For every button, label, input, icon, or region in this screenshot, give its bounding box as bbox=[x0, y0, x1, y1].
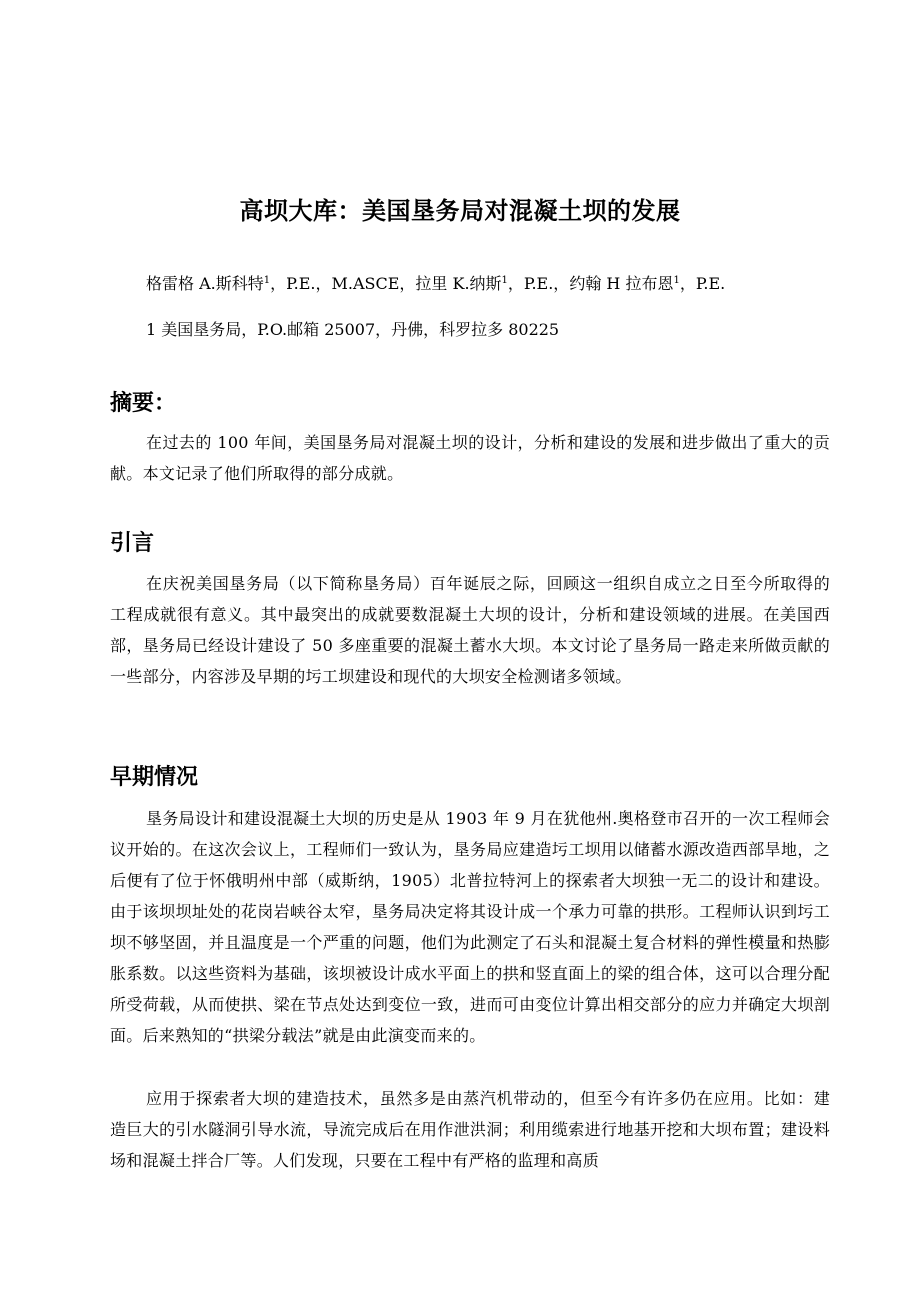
affiliation-marker: 1 bbox=[673, 275, 680, 286]
early-history-paragraph-1: 垦务局设计和建设混凝土大坝的历史是从 1903 年 9 月在犹他州.奥格登市召开的一次工程师会议开始的。在这次会议上，工程师们一致认为，垦务局应建造圬工坝用以储蓄水源改造西部旱地，之后便有了位于怀俄明州中部（威斯纳，1905）北普拉特河上的探索者大坝独一无二的设计和建设。由于该坝坝址处的花岗岩峡谷太窄，垦务局决定将其设计成一个承力可靠的拱形。工程师认识到圬工坝不够坚固，并且温度是一个严重的问题，他们为此测定了石头和混凝土复合材料的弹性模量和热膨胀系数。以这些资料为基础，该坝被设计成水平面上的拱和竖直面上的梁的组合体，这可以合理分配所受荷载，从而使拱、梁在节点处达到变位一致，进而可由变位计算出相交部分的应力并确定大坝剖面。后来熟知的“拱梁分载法”就是由此演变而来的。 bbox=[110, 809, 830, 1045]
abstract-paragraph: 在过去的 100 年间，美国垦务局对混凝土坝的设计，分析和建设的发展和进步做出了重大的贡献。本文记录了他们所取得的部分成就。 bbox=[110, 433, 830, 483]
abstract-heading: 摘要： bbox=[110, 391, 177, 416]
author-line bbox=[146, 270, 866, 298]
author-name: 约翰 H 拉布恩 bbox=[569, 274, 674, 293]
author-name: 拉里 K.纳斯 bbox=[415, 274, 502, 293]
affiliation-line: 1 美国垦务局，P.O.邮箱 25007，丹佛，科罗拉多 80225 bbox=[146, 320, 560, 339]
paper-title: 高坝大库：美国垦务局对混凝土坝的发展 bbox=[239, 197, 681, 225]
intro-heading: 引言 bbox=[110, 531, 155, 556]
author-credentials: ，P.E.， bbox=[507, 274, 570, 293]
affiliation-marker: 1 bbox=[501, 275, 508, 286]
author-credentials: ，P.E. bbox=[679, 274, 726, 293]
affiliation-marker: 1 bbox=[263, 275, 271, 286]
early-history-heading: 早期情况 bbox=[110, 765, 199, 790]
author-name: 格雷格 A.斯科特 bbox=[146, 274, 264, 293]
early-history-paragraph-2: 应用于探索者大坝的建造技术，虽然多是由蒸汽机带动的，但至今有许多仍在应用。比如：建造巨大的引水隧洞引导水流，导流完成后在用作泄洪洞；利用缆索进行地基开挖和大坝布置；建设料场和混凝土拌合厂等。人们发现，只要在工程中有严格的监理和高质 bbox=[110, 1089, 830, 1170]
author-credentials: ，P.E.，M.ASCE， bbox=[270, 274, 416, 293]
intro-paragraph: 在庆祝美国垦务局（以下简称垦务局）百年诞辰之际，回顾这一组织自成立之日至今所取得的工程成就很有意义。其中最突出的成就要数混凝土大坝的设计，分析和建设领域的进展。在美国西部，垦务局已经设计建设了 50 多座重要的混凝土蓄水大坝。本文讨论了垦务局一路走来所做贡献的一些部分，内容涉及早期的圬工坝建设和现代的大坝安全检测诸多领域。 bbox=[110, 574, 830, 686]
